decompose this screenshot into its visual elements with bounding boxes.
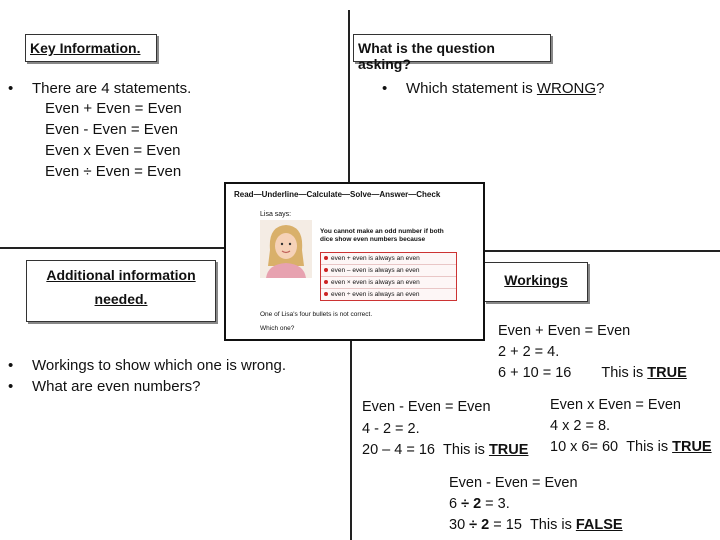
speech-bubble: [316, 226, 456, 306]
lisa-bullet-4: even ÷ even is always an even: [321, 289, 456, 300]
subtraction-verdict: TRUE: [488, 442, 529, 458]
additional-bullet-1: • Workings to show which one is wrong.: [8, 357, 287, 374]
statement-4: Even ÷ Even = Even: [45, 163, 182, 180]
key-info-heading: Key Information.: [25, 34, 157, 62]
division-line-3: 30 ÷ 2 = 15 This is FALSE: [449, 517, 623, 533]
workings-division: [449, 473, 623, 536]
lisa-bullet-2: even – even is always an even: [321, 265, 456, 277]
division-line-1: Even - Even = Even: [449, 475, 578, 491]
additional-bullets: [8, 355, 286, 397]
subtraction-line-2: 4 - 2 = 2.: [362, 421, 420, 437]
worksheet-steps: Read—Underline—Calculate—Solve—Answer—Check: [234, 190, 441, 199]
worksheet-prompt: Which one?: [260, 325, 295, 332]
additional-bullet-2: • What are even numbers?: [8, 378, 201, 395]
worksheet-speaker: Lisa says:: [260, 211, 292, 218]
addition-line-3: 6 + 10 = 16 This is TRUE: [498, 365, 687, 381]
statement-2: Even - Even = Even: [45, 121, 178, 138]
horizontal-divider-left: [0, 247, 224, 249]
question-bullet: • Which statement is WRONG?: [382, 80, 605, 97]
workings-heading: Workings: [484, 262, 588, 302]
addition-verdict: TRUE: [647, 365, 687, 381]
girl-illustration: [260, 220, 312, 278]
division-verdict: FALSE: [575, 517, 623, 533]
lisa-claim: You cannot make an odd number if both dice show even numbers because: [320, 228, 444, 243]
workings-multiplication-result: 10 x 6= 60 This is TRUE: [550, 439, 712, 455]
addition-line-1: Even + Even = Even: [498, 323, 631, 339]
multiplication-line-1: Even x Even = Even: [550, 397, 681, 413]
division-line-2: 6 ÷ 2 = 3.: [449, 496, 510, 512]
key-info-bullet: • There are 4 statements.: [8, 80, 192, 97]
multiplication-line-2: 4 x 2 = 8.: [550, 418, 611, 434]
horizontal-divider-right: [481, 250, 720, 252]
key-info-statements: [45, 98, 182, 182]
additional-info-heading: Additional information needed.: [26, 260, 216, 322]
workings-multiplication: [550, 395, 681, 437]
multiplication-verdict: TRUE: [672, 439, 712, 455]
workings-addition: [498, 321, 687, 384]
question-heading: What is the question asking?: [353, 34, 551, 62]
worksheet-note: One of Lisa's four bullets is not correct.: [260, 311, 373, 318]
lisa-bullet-3: even × even is always an even: [321, 277, 456, 289]
lisa-bullets: [320, 252, 457, 301]
workings-subtraction: [362, 397, 528, 461]
lisa-bullet-1: even + even is always an even: [321, 253, 456, 265]
statement-1: Even + Even = Even: [45, 100, 182, 117]
statement-3: Even x Even = Even: [45, 142, 181, 159]
subtraction-line-1: Even - Even = Even: [362, 399, 491, 415]
subtraction-line-3: 20 – 4 = 16 This is TRUE: [362, 442, 529, 458]
worksheet-image: [224, 182, 485, 341]
addition-line-2: 2 + 2 = 4.: [498, 344, 560, 360]
vertical-divider-bottom: [350, 337, 352, 540]
vertical-divider-top: [348, 10, 350, 182]
